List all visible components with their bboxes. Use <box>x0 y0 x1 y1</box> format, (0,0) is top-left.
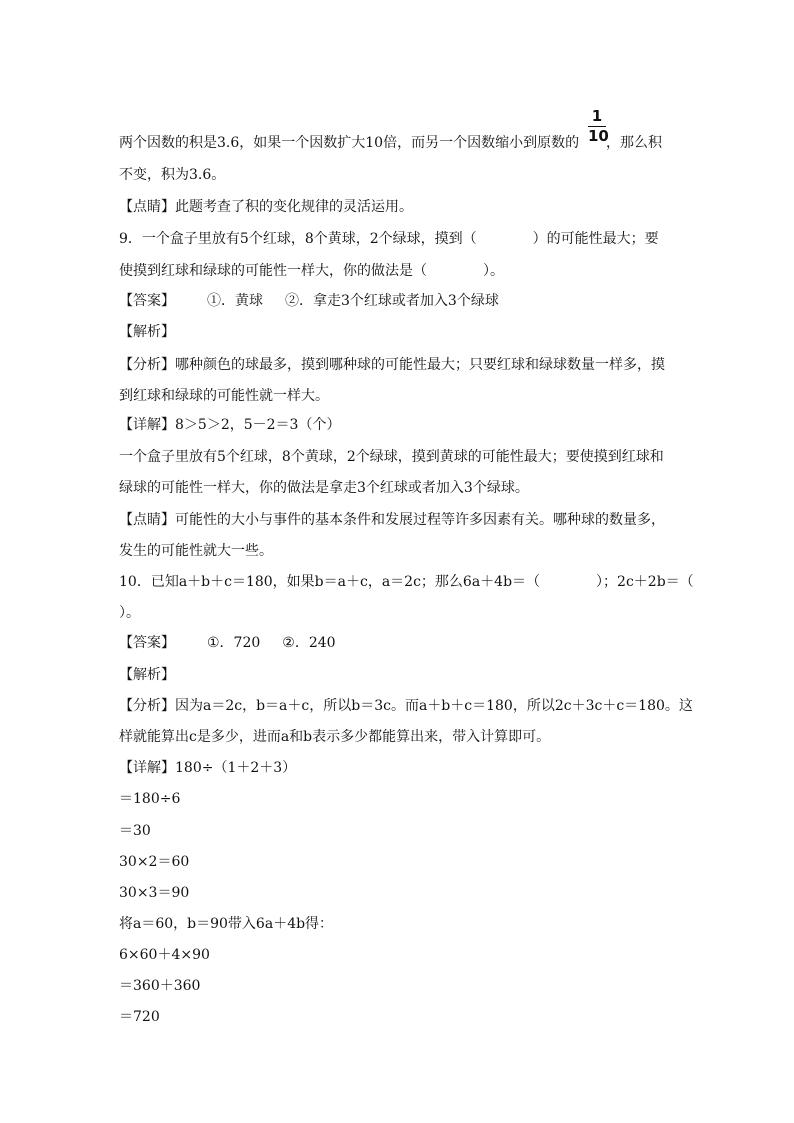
text-segment: 不变，积为3.6。 <box>119 167 226 183</box>
text-line <box>119 134 579 152</box>
text-segment: 到红球和绿球的可能性就一样大。 <box>119 388 329 404</box>
text-segment: 两个因数的积是3.6，如果一个因数扩大10倍，而另一个因数缩小到原数的 <box>119 135 580 151</box>
text-segment: ＝30 <box>119 823 151 839</box>
question-9-line <box>119 262 504 280</box>
text-segment: 【解析】 <box>119 667 175 683</box>
key-point-line <box>119 198 413 216</box>
answer-line <box>119 292 499 310</box>
text-segment: 一个盒子里放有5个红球，8个黄球，2个绿球，摸到黄球的可能性最大；要使摸到红球和 <box>119 449 664 465</box>
text-segment: ，那么积 <box>606 135 662 151</box>
calc-line <box>119 946 210 964</box>
text-segment: 将a＝60，b＝90带入6a＋4b得： <box>119 916 334 932</box>
detail-line <box>119 479 529 497</box>
calc-line <box>119 790 180 808</box>
text-segment: ＝180÷6 <box>119 791 181 807</box>
calc-line <box>119 1008 160 1026</box>
question-10-line <box>119 573 694 591</box>
fraction-numerator: 1 <box>591 107 603 125</box>
text-segment: 30×2＝60 <box>119 854 190 870</box>
text-segment: 【详解】180÷（1＋2＋3） <box>119 760 297 776</box>
text-segment: 【点睛】可能性的大小与事件的基本条件和发展过程等许多因素有关。哪种球的数量多， <box>119 512 665 528</box>
analysis-line <box>119 356 665 374</box>
answer-item: ①．黄球 <box>207 293 263 309</box>
calc-line <box>119 884 189 902</box>
detail-line <box>119 416 340 434</box>
answer-label: 【答案】 <box>119 293 175 309</box>
text-segment: 【分析】因为a＝2c，b＝a＋c，所以b＝3c。而a＋b＋c＝180，所以2c＋3c＋c＝180。这 <box>119 698 693 714</box>
calc-line <box>119 977 200 995</box>
answer-item: ②．拿走3个红球或者加入3个绿球 <box>285 293 499 309</box>
analysis-line <box>119 697 693 715</box>
text-segment: 【分析】哪种颜色的球最多，摸到哪种球的可能性最大；只要红球和绿球数量一样多，摸 <box>119 357 665 373</box>
text-segment: 绿球的可能性一样大，你的做法是拿走3个红球或者加入3个绿球。 <box>119 480 529 496</box>
fraction-denominator: 10 <box>588 127 609 145</box>
question-9-line <box>119 230 659 248</box>
text-segment: 发生的可能性就大一些。 <box>119 543 273 559</box>
answer-line <box>119 634 336 652</box>
text-segment: 【详解】8＞5＞2，5－2＝3（个） <box>119 417 341 433</box>
text-segment: 【解析】 <box>119 324 175 340</box>
text-line <box>606 134 662 152</box>
calc-line <box>119 853 189 871</box>
calc-line <box>119 915 333 933</box>
text-segment: ＝360＋360 <box>119 978 201 994</box>
text-segment: 10．已知a＋b＋c＝180，如果b＝a＋c，a＝2c；那么6a＋4b＝（ ）；2c＋2b＝（ <box>119 574 694 590</box>
text-segment: 样就能算出c是多少，进而a和b表示多少都能算出来，带入计算即可。 <box>119 729 551 745</box>
answer-item: ①．720 <box>207 635 261 651</box>
key-point-line <box>119 511 665 529</box>
question-10-line <box>119 604 140 622</box>
calc-line <box>119 822 151 840</box>
analysis-heading <box>119 323 175 341</box>
text-segment: ）。 <box>119 605 140 621</box>
text-segment: 6×60＋4×90 <box>119 947 210 963</box>
text-line <box>119 166 225 184</box>
detail-line <box>119 759 296 777</box>
key-point-line <box>119 542 273 560</box>
analysis-line <box>119 728 550 746</box>
text-segment: ＝720 <box>119 1009 160 1025</box>
analysis-line <box>119 387 329 405</box>
answer-item: ②．240 <box>282 635 336 651</box>
text-segment: 30×3＝90 <box>119 885 190 901</box>
text-segment: 使摸到红球和绿球的可能性一样大，你的做法是（ ）。 <box>119 263 504 279</box>
analysis-heading <box>119 666 175 684</box>
detail-line <box>119 448 664 466</box>
text-segment: 【点睛】此题考查了积的变化规律的灵活运用。 <box>119 199 413 215</box>
answer-label: 【答案】 <box>119 635 175 651</box>
fraction-one-tenth <box>588 107 609 145</box>
text-segment: 9．一个盒子里放有5个红球，8个黄球，2个绿球，摸到（ ）的可能性最大；要 <box>119 231 659 247</box>
